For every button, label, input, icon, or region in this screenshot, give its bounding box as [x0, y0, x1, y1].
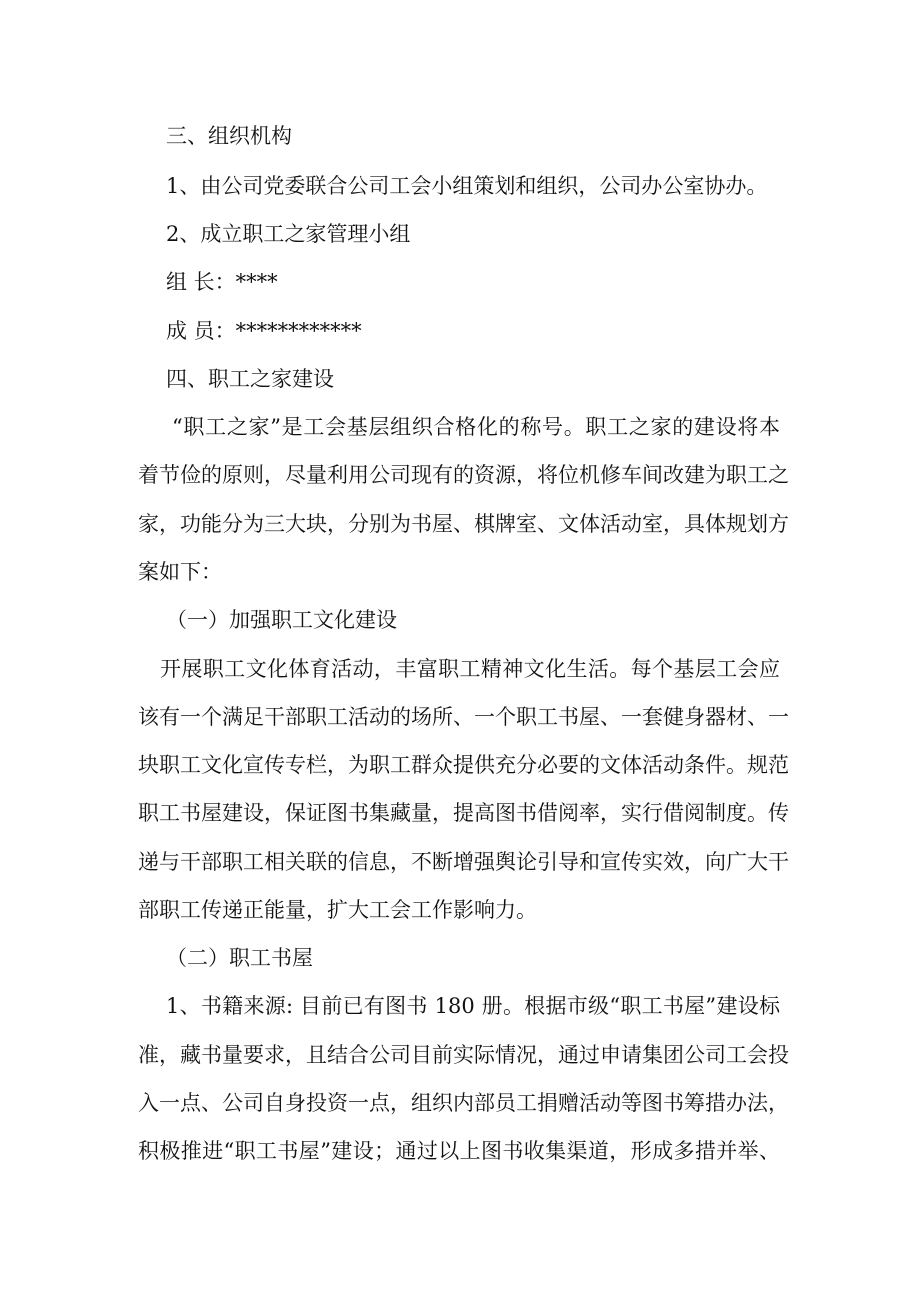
paragraph-line: 案如下： [138, 560, 222, 584]
paragraph-line: 部职工传递正能量，扩大工会工作影响力。 [138, 898, 537, 922]
paragraph-line: 递与干部职工相关联的信息，不断增强舆论引导和宣传实效，向广大干 [138, 850, 789, 874]
org-item-1: 1、由公司党委联合公司工会小组策划和组织，公司办公室协办。 [166, 174, 768, 198]
paragraph-line: 1、书籍来源: 目前已有图书 180 册。根据市级“职工书屋”建设标 [166, 994, 780, 1018]
members-line: 成 员：************ [166, 319, 362, 343]
paragraph-line: 块职工文化宣传专栏，为职工群众提供充分必要的文体活动条件。规范 [138, 753, 789, 777]
sub-heading-culture: （一）加强职工文化建设 [166, 608, 397, 632]
paragraph-line: 着节俭的原则，尽量利用公司现有的资源，将位机修车间改建为职工之 [138, 463, 789, 487]
heading-build: 四、职工之家建设 [166, 367, 334, 391]
leader-line: 组 长：**** [166, 270, 278, 294]
paragraph-line: 积极推进“职工书屋”建设；通过以上图书收集渠道，形成多措并举、 [138, 1139, 780, 1163]
heading-organization: 三、组织机构 [166, 124, 292, 148]
paragraph-line: 准，藏书量要求，且结合公司目前实际情况，通过申请集团公司工会投 [138, 1043, 789, 1067]
paragraph-line: 家，功能分为三大块，分别为书屋、棋牌室、文体活动室，具体规划方 [138, 512, 789, 536]
paragraph-line: 入一点、公司自身投资一点，组织内部员工捐赠活动等图书筹措办法， [138, 1091, 789, 1115]
paragraph-line: 该有一个满足干部职工活动的场所、一个职工书屋、一套健身器材、一 [138, 705, 789, 729]
org-item-2: 2、成立职工之家管理小组 [166, 222, 411, 246]
paragraph-line: “职工之家”是工会基层组织合格化的称号。职工之家的建设将本 [172, 415, 780, 439]
paragraph-line: 职工书屋建设，保证图书集藏量，提高图书借阅率，实行借阅制度。传 [138, 801, 789, 825]
paragraph-line: 开展职工文化体育活动，丰富职工精神文化生活。每个基层工会应 [160, 657, 780, 681]
sub-heading-bookhouse: （二）职工书屋 [166, 946, 313, 970]
